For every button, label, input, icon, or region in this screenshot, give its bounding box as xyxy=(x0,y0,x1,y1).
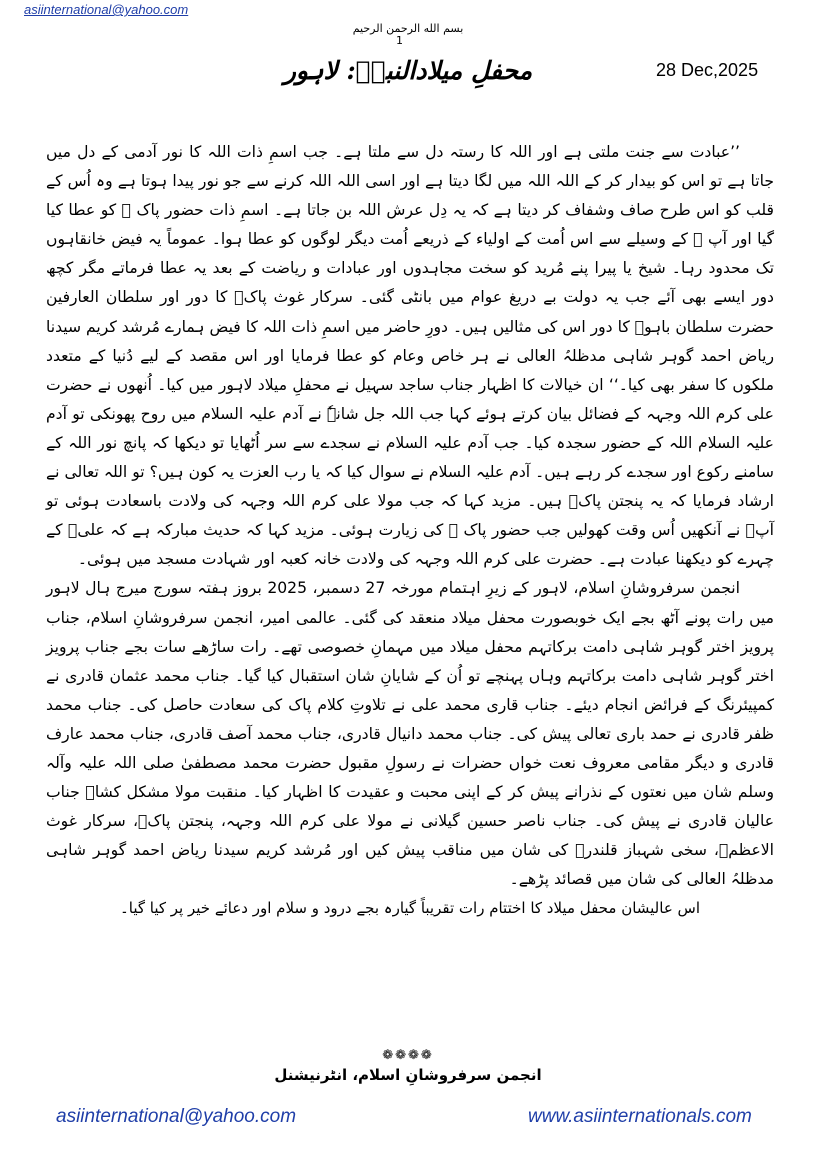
header-email-link[interactable]: asiinternational@yahoo.com xyxy=(24,2,189,17)
bismillah-heading: بسم الله الرحمن الرحیم xyxy=(352,22,464,35)
organization-name: انجمن سرفروشانِ اسلام، انٹرنیشنل xyxy=(274,1066,542,1084)
article-paragraph-1: ’’عبادت سے جنت ملتی ہے اور اللہ کا رستہ دل سے ملتا ہے۔ جب اسمِ ذات اللہ کا نور آدمی کے دل میں جاتا ہے تو اس کو بیدار کر کے اللہ اللہ میں لگا دیتا ہے اور اسی اللہ اللہ کرنے سے جو نور پیدا ہوتا ہے وہ اُس کے قلب کو اس طرح صاف وشفاف کر دیتا ہے کہ یہ دِل عرش اللہ بن جاتا ہے۔ اسمِ ذات حضور پاک ﷺ کو عطا کیا گیا اور آپ ﷺ کے وسیلے سے اس اُمت کے اولیاء کے ذریعے اُمت دیگر لوگوں کو عطا ہوا۔ عموماً یہ فیض خانقاہوں تک محدود رہا۔ شیخ یا پیرا پنے مُرید کو سخت مجاہدوں اور عبادات و ریاضت کے بعد یہ عطا فرماتے مگر کچھ دور ایسے بھی آئے جب یہ دولت بے دریغ عوام میں بانٹی گئی۔ سرکار غوث پاکؓ کا دور اور سلطان العارفین حضرت سلطان باہوؒ کا دور اس کی مثالیں ہیں۔ دورِ حاضر میں اسمِ ذات اللہ کا فیض ہمارے مُرشد کریم سیدنا ریاض احمد گوہر شاہی مدظلہُ العالی نے ہر خاص وعام کو عطا فرمایا اور اس مقصد کے لیے دُنیا کے متعدد ملکوں کا سفر بھی کیا۔‘‘ ان خیالات کا اظہار جناب ساجد سہیل نے محفلِ میلاد لاہور میں کیا۔ اُنھوں نے حضرت علی کرم اللہ وجہہ کے فضائل بیان کرتے ہوئے کہا جب اللہ جل شانہٗ نے آدم علیہ السلام میں روح پھونکی تو آدم علیہ السلام اللہ کے حضور سجدہ کیا۔ جب آدم علیہ السلام نے سجدے سے سر اُٹھایا تو دیکھا کہ پانچ نور اللہ کے سامنے رکوع اور سجدے کر رہے ہیں۔ آدم علیہ السلام نے سوال کیا کہ یا رب العزت یہ کون ہیں؟ تو اللہ تعالی نے ارشاد فرمایا کہ یہ پنجتن پاکؑ ہیں۔ مزید کہا کہ جب مولا علی کرم اللہ وجہہ کی ولادت باسعادت ہوئی تو آپؑ نے آنکھیں اُس وقت کھولیں جب حضور پاک ﷺ کی زیارت ہوئی۔ مزید کہا کہ حدیث مبارکہ ہے کہ علیؑ کے چہرے کو دیکھنا عبادت ہے۔ حضرت علی کرم اللہ وجہہ کی ولادت خانہ کعبہ اور شہادت مسجد میں ہوئی۔ xyxy=(46,143,774,569)
page-title: محفلِ میلادالنبیؐ: لاہور xyxy=(283,56,533,85)
article-closing-line: اس عالیشان محفل میلاد کا اختتام رات تقریباً گیارہ بجے درود و سلام اور دعائے خیر پر کیا گیا۔ xyxy=(119,899,701,918)
page-number: 1 xyxy=(396,34,403,47)
document-date: 28 Dec,2025 xyxy=(656,60,759,80)
footer-email-link[interactable]: asiinternational@yahoo.com xyxy=(56,1106,297,1127)
article-body xyxy=(46,138,774,924)
footer-website-link[interactable]: www.asiinternationals.com xyxy=(528,1106,752,1127)
flower-ornament-icon: ❁❁❁❁ xyxy=(382,1048,434,1063)
article-paragraph-2: انجمن سرفروشانِ اسلام، لاہور کے زیرِ اہتمام مورخہ 27 دسمبر، 2025 بروز ہفتہ سورج میرج ہال لاہور میں رات پونے آٹھ بجے ایک خوبصورت محفل میلاد منعقد کی گئی۔ عالمی امیر، انجمن سرفروشانِ اسلام، جناب پرویز اختر گوہر شاہی دامت برکاتہم محفل میلاد میں مہمانِ خصوصی تھے۔ رات ساڑھے سات بجے جناب پرویز اختر گوہر شاہی دامت برکاتہم وہاں پہنچے تو اُن کے شایانِ شان استقبال کیا گیا۔ جناب محمد عثمان قادری نے کمپیئرنگ کے فرائض انجام دیئے۔ جناب قاری محمد علی نے تلاوتِ کلام پاک کی سعادت حاصل کی۔ جناب محمد ظفر قادری نے حمد باری تعالی پیش کی۔ جناب محمد دانیال قادری، جناب محمد آصف قادری، جناب محمد عارف قادری و دیگر مقامی معروف نعت خواں حضرات نے رسولِ مقبول حضرت محمد مصطفیٰ صلی اللہ علیہ وآلہ وسلم شان میں نعتوں کے نذرانے پیش کر کے اپنی محبت و عقیدت کا اظہار کیا۔ منقبت مولا مشکل کشاؓ جناب عالیان قادری نے پیش کی۔ جناب ناصر حسین گیلانی نے مولا علی کرم اللہ وجہہ، پنجتن پاکؑ، سرکار غوث الاعظمؓ، سخی شہباز قلندرؒ کی شان میں مناقب پیش کیں اور مُرشد کریم سیدنا ریاض احمد گوہر شاہی مدظلہُ العالی کی شان میں قصائد پڑھے۔ xyxy=(46,579,774,889)
